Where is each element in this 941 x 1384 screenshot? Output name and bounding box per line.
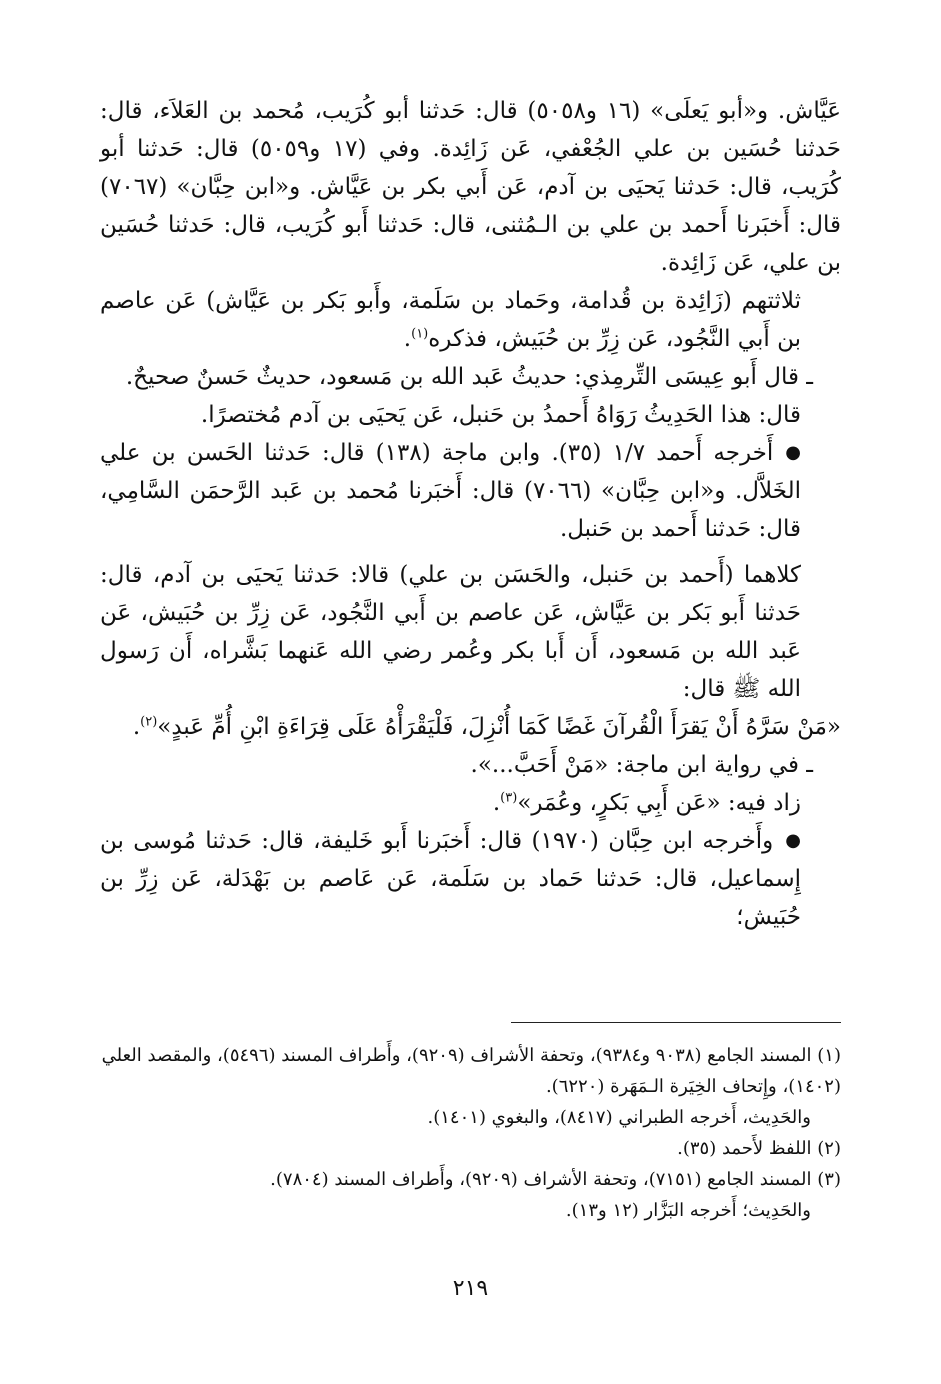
- paragraph-addition-text: زاد فيه: «عَن أَبِي بَكرٍ، وعُمَر»: [517, 790, 801, 816]
- footnote-ref-2[interactable]: (٢): [140, 714, 158, 730]
- page-number: ٢١٩: [452, 1276, 489, 1301]
- footnote-1: (١) المسند الجامع (٩٠٣٨ و٩٣٨٤)، وتحفة الأشراف (٩٢٠٩)، وأَطراف المسند (٥٤٩٦)، والمقصد العلي (١٤٠٢)، وإِتحاف الخِيَرة الـمَهَرة (٦٢٢٠).: [101, 1045, 841, 1097]
- page-body: [100, 92, 841, 936]
- paragraph-10-text: وأَخرجه ابن حِبَّان (١٩٧٠) قال: أَخبَرنا أَبو خَليفة، قال: حَدثنا مُوسى بن إِسماعيل، قال: حَدثنا حَماد بن سَلَمة، عَن عَاصم بن بَهْدَلة، عَن زِرِّ بن حُبَيش؛: [100, 828, 801, 930]
- paragraph-2: [100, 282, 841, 358]
- paragraph-6: كلاهما (أَحمد بن حَنبل، والحَسَن بن علي) قالا: حَدثنا يَحيَى بن آدم، قال: حَدثنا أَبو بَكر بن عَيَّاش، عَن عاصم بن أَبي النَّجُود، عَن زِرِّ بن حُبَيش، عَن عَبد الله بن مَسعود، أَن أَبا بكر وعُمر رضي الله عَنهما بَشَّراه، أَن رَسول الله ﷺ قال:: [100, 562, 801, 702]
- hadith-quote-tail: .: [132, 714, 141, 740]
- footnote-3: (٣) المسند الجامع (٧١٥١)، وتحفة الأشراف (٩٢٠٩)، وأَطراف المسند (٧٨٠٤).: [270, 1169, 841, 1190]
- hadith-quote: [100, 708, 841, 746]
- paragraph-10: [100, 822, 841, 936]
- main-text: [100, 92, 841, 936]
- paragraph-addition-tail: .: [492, 790, 501, 816]
- paragraph-5-text: أَخرجه أَحمد ١/٧ (٣٥). وابن ماجة (١٣٨) قال: حَدثنا الحَسن بن علي الخَلاَّل. و«ابن حِبَّان» (٧٠٦٦) قال: أَخبَرنا مُحمد بن عَبد الرَّحمَن السَّامِي، قال: حَدثنا أَحمد بن حَنبل.: [100, 440, 801, 542]
- paragraph-addition: [100, 784, 841, 822]
- paragraph-3: ـ قال أَبو عِيسَى التِّرمِذي: حديثُ عَبد الله بن مَسعود، حديثٌ حَسنٌ صحيحٌ.: [125, 364, 813, 390]
- footnote-1-continued: والحَدِيث، أَخرجه الطبراني (٨٤١٧)، والبغوي (١٤٠١).: [427, 1107, 811, 1128]
- hadith-quote-text: «مَنْ سَرَّهُ أَنْ يَقرَأَ الْقُرآنَ غَضًا كَمَا أُنْزِلَ، فَلْيَقْرَأْهُ عَلَى قِرَاءَةِ ابْنِ أُمِّ عَبدٍ»: [157, 714, 841, 740]
- footnote-ref-1[interactable]: (١): [411, 326, 429, 342]
- bullet-icon: ●: [785, 442, 801, 463]
- footnote-ref-3[interactable]: (٣): [500, 790, 518, 806]
- paragraph-2-tail: .: [403, 326, 412, 352]
- bullet-icon: ●: [785, 830, 801, 851]
- footnote-3-continued: والحَدِيث؛ أَخرجه البَزَّار (١٢ و١٣).: [565, 1200, 811, 1221]
- footnote-divider: [511, 1022, 841, 1023]
- paragraph-ibn-majah: ـ في رواية ابن ماجة: «مَنْ أَحَبَّ...».: [470, 752, 813, 778]
- paragraph-1: عَيَّاش. و«أبو يَعلَى» (١٦ و٥٠٥٨) قال: حَدثنا أبو كُرَيب، مُحمد بن العَلاَء، قال: حَدثنا حُسَين بن علي الجُعْفي، عَن زَائِدة. وفي (١٧ و٥٠٥٩) قال: حَدثنا أبو كُرَيب، قال: حَدثنا يَحيَى بن آدم، عَن أَبي بكر بن عَيَّاش. و«ابن حِبَّان» (٧٠٦٧) قال: أَخبَرنا أَحمد بن علي بن الـمُثنى، قال: حَدثنا أَبو كُرَيب، قال: حَدثنا حُسَين بن علي، عَن زَائِدة.: [100, 98, 842, 276]
- paragraph-2-text: ثلاثتهم (زَائِدة بن قُدامة، وحَماد بن سَلَمة، وأَبو بَكر بن عَيَّاش) عَن عاصم بن أَبي النَّجُود، عَن زِرِّ بن حُبَيش، فذكره: [100, 288, 801, 352]
- footnote-2: (٢) اللفظ لأَحمد (٣٥).: [677, 1138, 841, 1159]
- paragraph-4: قال: هذا الحَدِيثُ رَوَاهُ أَحمدُ بن حَنبل، عَن يَحيَى بن آدم مُختصرًا.: [200, 402, 801, 428]
- paragraph-5: [100, 434, 841, 548]
- footnotes: [100, 1040, 841, 1226]
